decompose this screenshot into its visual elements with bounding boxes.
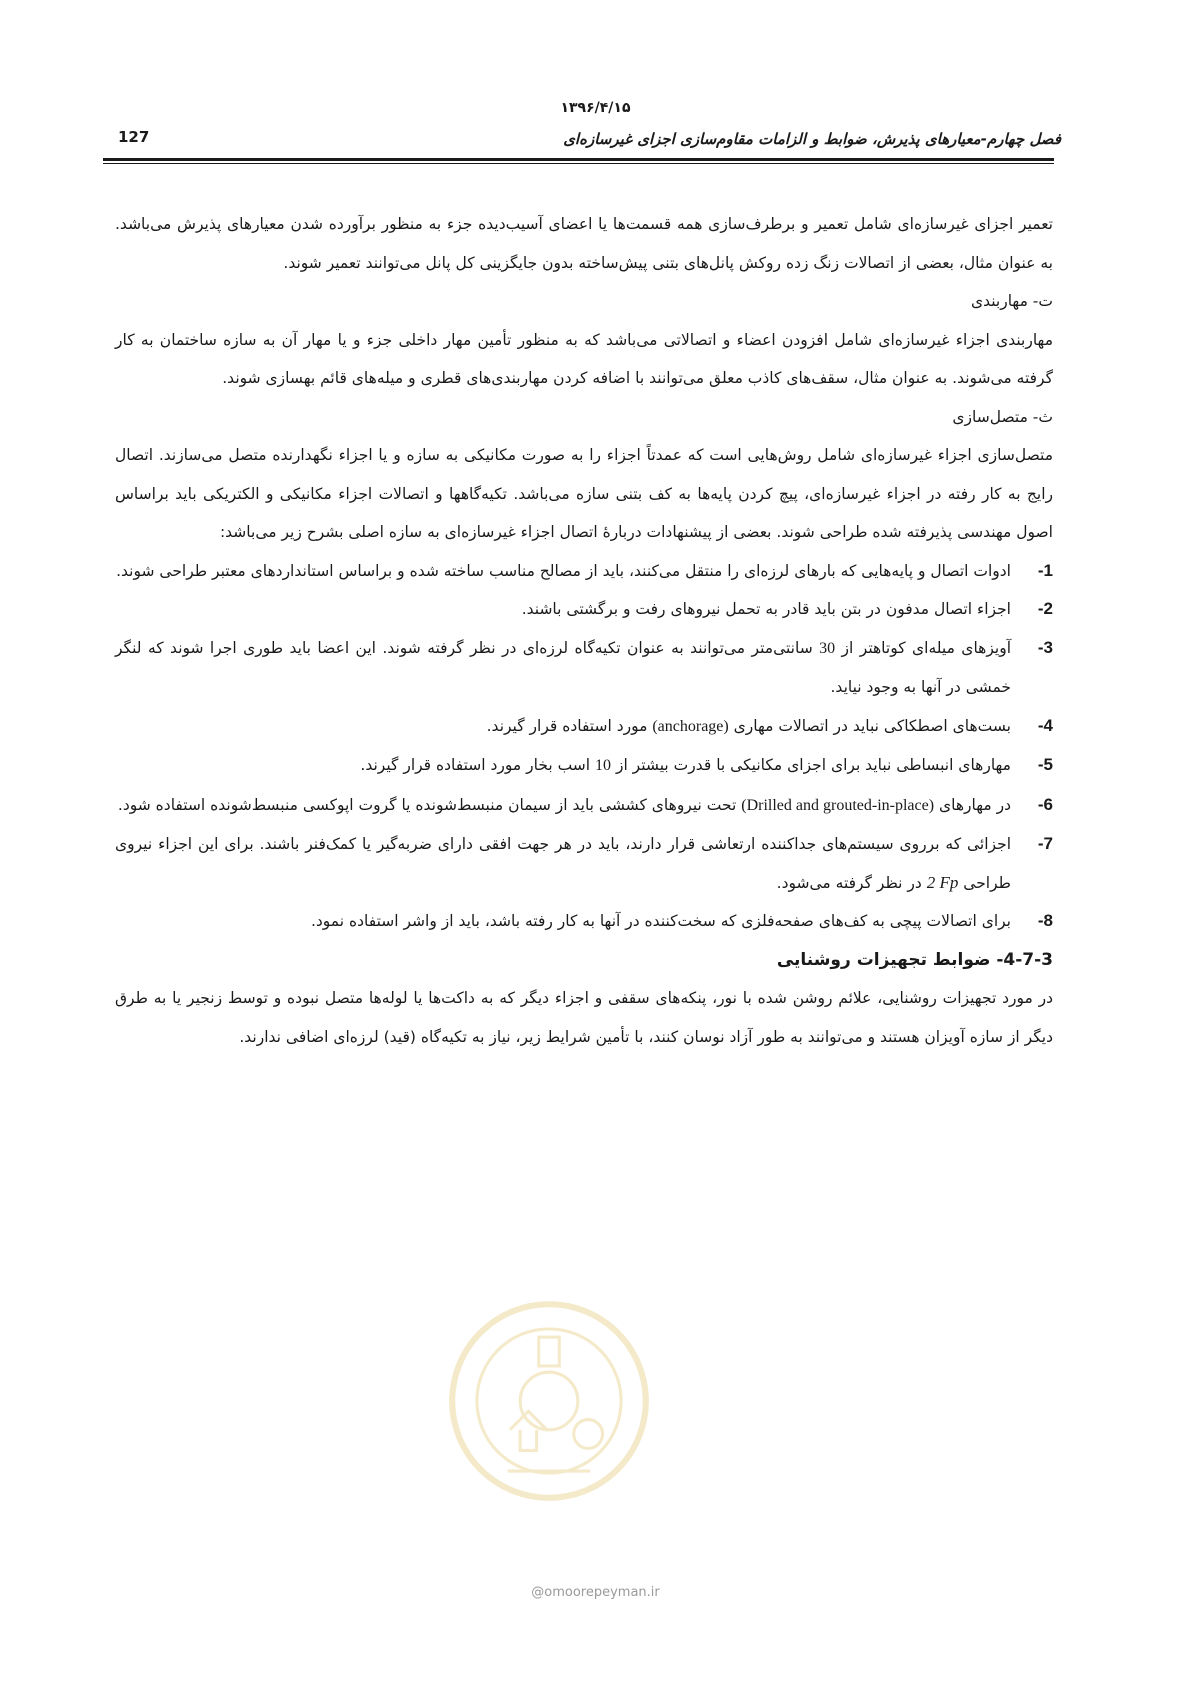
header-rule-thick	[103, 158, 1054, 161]
list-item	[115, 590, 1053, 629]
subheading-bracing: ت- مهاربندی	[970, 292, 1053, 310]
list-number: 4-	[1037, 715, 1053, 735]
list-latin-term: (Drilled and grouted-in-place)	[741, 796, 935, 814]
list-value: 30	[819, 639, 836, 657]
list-text-b: مورد استفاده قرار گیرند.	[486, 716, 653, 735]
header-date: ۱۳۹۶/۴/۱۵	[560, 100, 631, 116]
list-text-b: تحت نیروهای کششی باید از سیمان منبسط‌شونده یا گروت اپوکسی منبسط‌شونده استفاده شود.	[117, 795, 742, 814]
section-heading: 4-7-3- ضوابط تجهیزات روشنایی	[776, 949, 1053, 970]
paragraph-lighting: در مورد تجهیزات روشنایی، علائم روشن شده با نور، پنکه‌های سقفی و اجزاء دیگر که به داکت‌ها یا لوله‌ها متصل نبوده و توسط زنجیر یا به طرق دیگر از سازه آویزان هستند و می‌توانند به طور آزاد نوسان کنند، با تأمین شرایط زیر، نیاز به تکیه‌گاه (قید) لرزه‌ای اضافی ندارند.	[115, 989, 1053, 1046]
list-number: 1-	[1037, 560, 1053, 580]
list-number: 6-	[1037, 794, 1053, 814]
list-value: 10	[595, 757, 612, 774]
paragraph-attachment: متصل‌سازی اجزاء غیرسازه‌ای شامل روش‌هایی است که عمدتاً اجزاء را به صورت مکانیکی به سازه و یا اجزاء نگهدارنده متصل می‌سازند. اتصال رایج به کار رفته در اجزاء غیرسازه‌ای، پیچ کردن پایه‌ها به کف بتنی سازه می‌باشد. تکیه‌گاهها و اتصالات اجزاء مکانیکی و الکتریکی باید براساس اصول مهندسی پذیرفته شده طراحی شوند. بعضی از پیشنهادات دربارهٔ اتصال اجزاء غیرسازه‌ای به سازه اصلی بشرح زیر می‌باشد:	[115, 446, 1053, 541]
list-item	[115, 552, 1053, 591]
list-latin-term: (anchorage)	[652, 717, 729, 735]
list-item	[115, 786, 1053, 826]
list-number: 7-	[1037, 834, 1053, 853]
body-text	[115, 205, 1053, 1056]
seal-watermark-icon	[446, 1298, 652, 1504]
list-number: 5-	[1037, 755, 1053, 774]
list-item	[115, 629, 1053, 707]
list-text-b: اسب بخار مورد استفاده قرار گیرند.	[360, 756, 596, 774]
list-text-a: آویزهای میله‌ای کوتاهتر از	[835, 638, 1011, 657]
subheading-attachment: ث- متصل‌سازی	[952, 407, 1053, 426]
list-item	[115, 746, 1053, 786]
list-text: ادوات اتصال و پایه‌هایی که بارهای لرزه‌ای را منتقل می‌کنند، باید از مصالح مناسب ساخته شده و براساس استانداردهای معتبر طراحی شوند.	[116, 561, 1011, 580]
list-number: 8-	[1037, 911, 1053, 930]
list-item	[115, 707, 1053, 747]
page-number: 127	[118, 128, 150, 146]
list-text-b: سانتی‌متر می‌توانند به عنوان تکیه‌گاه لرزه‌ای در نظر گرفته شوند. این اعضا باید طوری اجرا شوند که لنگر خمشی در آنها به وجود نیاید.	[115, 638, 1011, 696]
attachment-list	[115, 552, 1053, 941]
header-rule-thin	[103, 163, 1054, 164]
list-text-a: در مهارهای	[934, 795, 1011, 814]
list-text-b: در نظر گرفته می‌شود.	[776, 873, 927, 892]
list-number: 3-	[1037, 637, 1053, 657]
list-text: اجزاء اتصال مدفون در بتن باید قادر به تحمل نیروهای رفت و برگشتی باشند.	[521, 600, 1011, 618]
paragraph-bracing: مهاربندی اجزاء غیرسازه‌ای شامل افزودن اعضاء و اتصالاتی می‌باشد که به منظور تأمین مهار داخلی جزء و یا مهار آن به سازه ساختمان به کار گرفته می‌شوند. به عنوان مثال، سقف‌های کاذب معلق می‌توانند با اضافه کردن مهاربندی‌های قطری و میله‌های قائم بهسازی شوند.	[115, 330, 1053, 387]
paragraph-repair: تعمیر اجزای غیرسازه‌ای شامل تعمیر و برطرف‌سازی همه قسمت‌ها یا اعضای آسیب‌دیده جزء به منظور برآورده شدن معیارهای پذیرش می‌باشد. به عنوان مثال، بعضی از اتصالات زنگ زده روکش پانل‌های بتنی پیش‌ساخته بدون جایگزینی کل پانل می‌توانند تعمیر شوند.	[115, 215, 1053, 272]
list-text-a: مهارهای انبساطی نباید برای اجزای مکانیکی با قدرت بیشتر از	[611, 756, 1011, 774]
watermark-url: @omoorepeyman.ir	[531, 1585, 660, 1600]
list-item	[115, 902, 1053, 941]
list-text: برای اتصالات پیچی به کف‌های صفحه‌فلزی که سخت‌کننده در آنها به کار رفته باشد، باید از واشر استفاده نمود.	[310, 912, 1011, 930]
list-text-a: اجزائی که برروی سیستم‌های جداکننده ارتعاشی قرار دارند، باید در هر جهت افقی دارای ضربه‌گیر یا کمک‌فنر باشند. برای این اجزاء نیروی طراحی	[115, 835, 1011, 892]
list-number: 2-	[1037, 599, 1053, 618]
design-force-symbol: 2 Fp	[926, 872, 959, 892]
chapter-title: فصل چهارم-معیارهای پذیرش، ضوابط و الزامات مقاوم‌سازی اجزای غیرسازه‌ای	[563, 130, 1061, 148]
list-text-a: بست‌های اصطکاکی نباید در اتصالات مهاری	[728, 716, 1011, 735]
list-item	[115, 825, 1053, 902]
